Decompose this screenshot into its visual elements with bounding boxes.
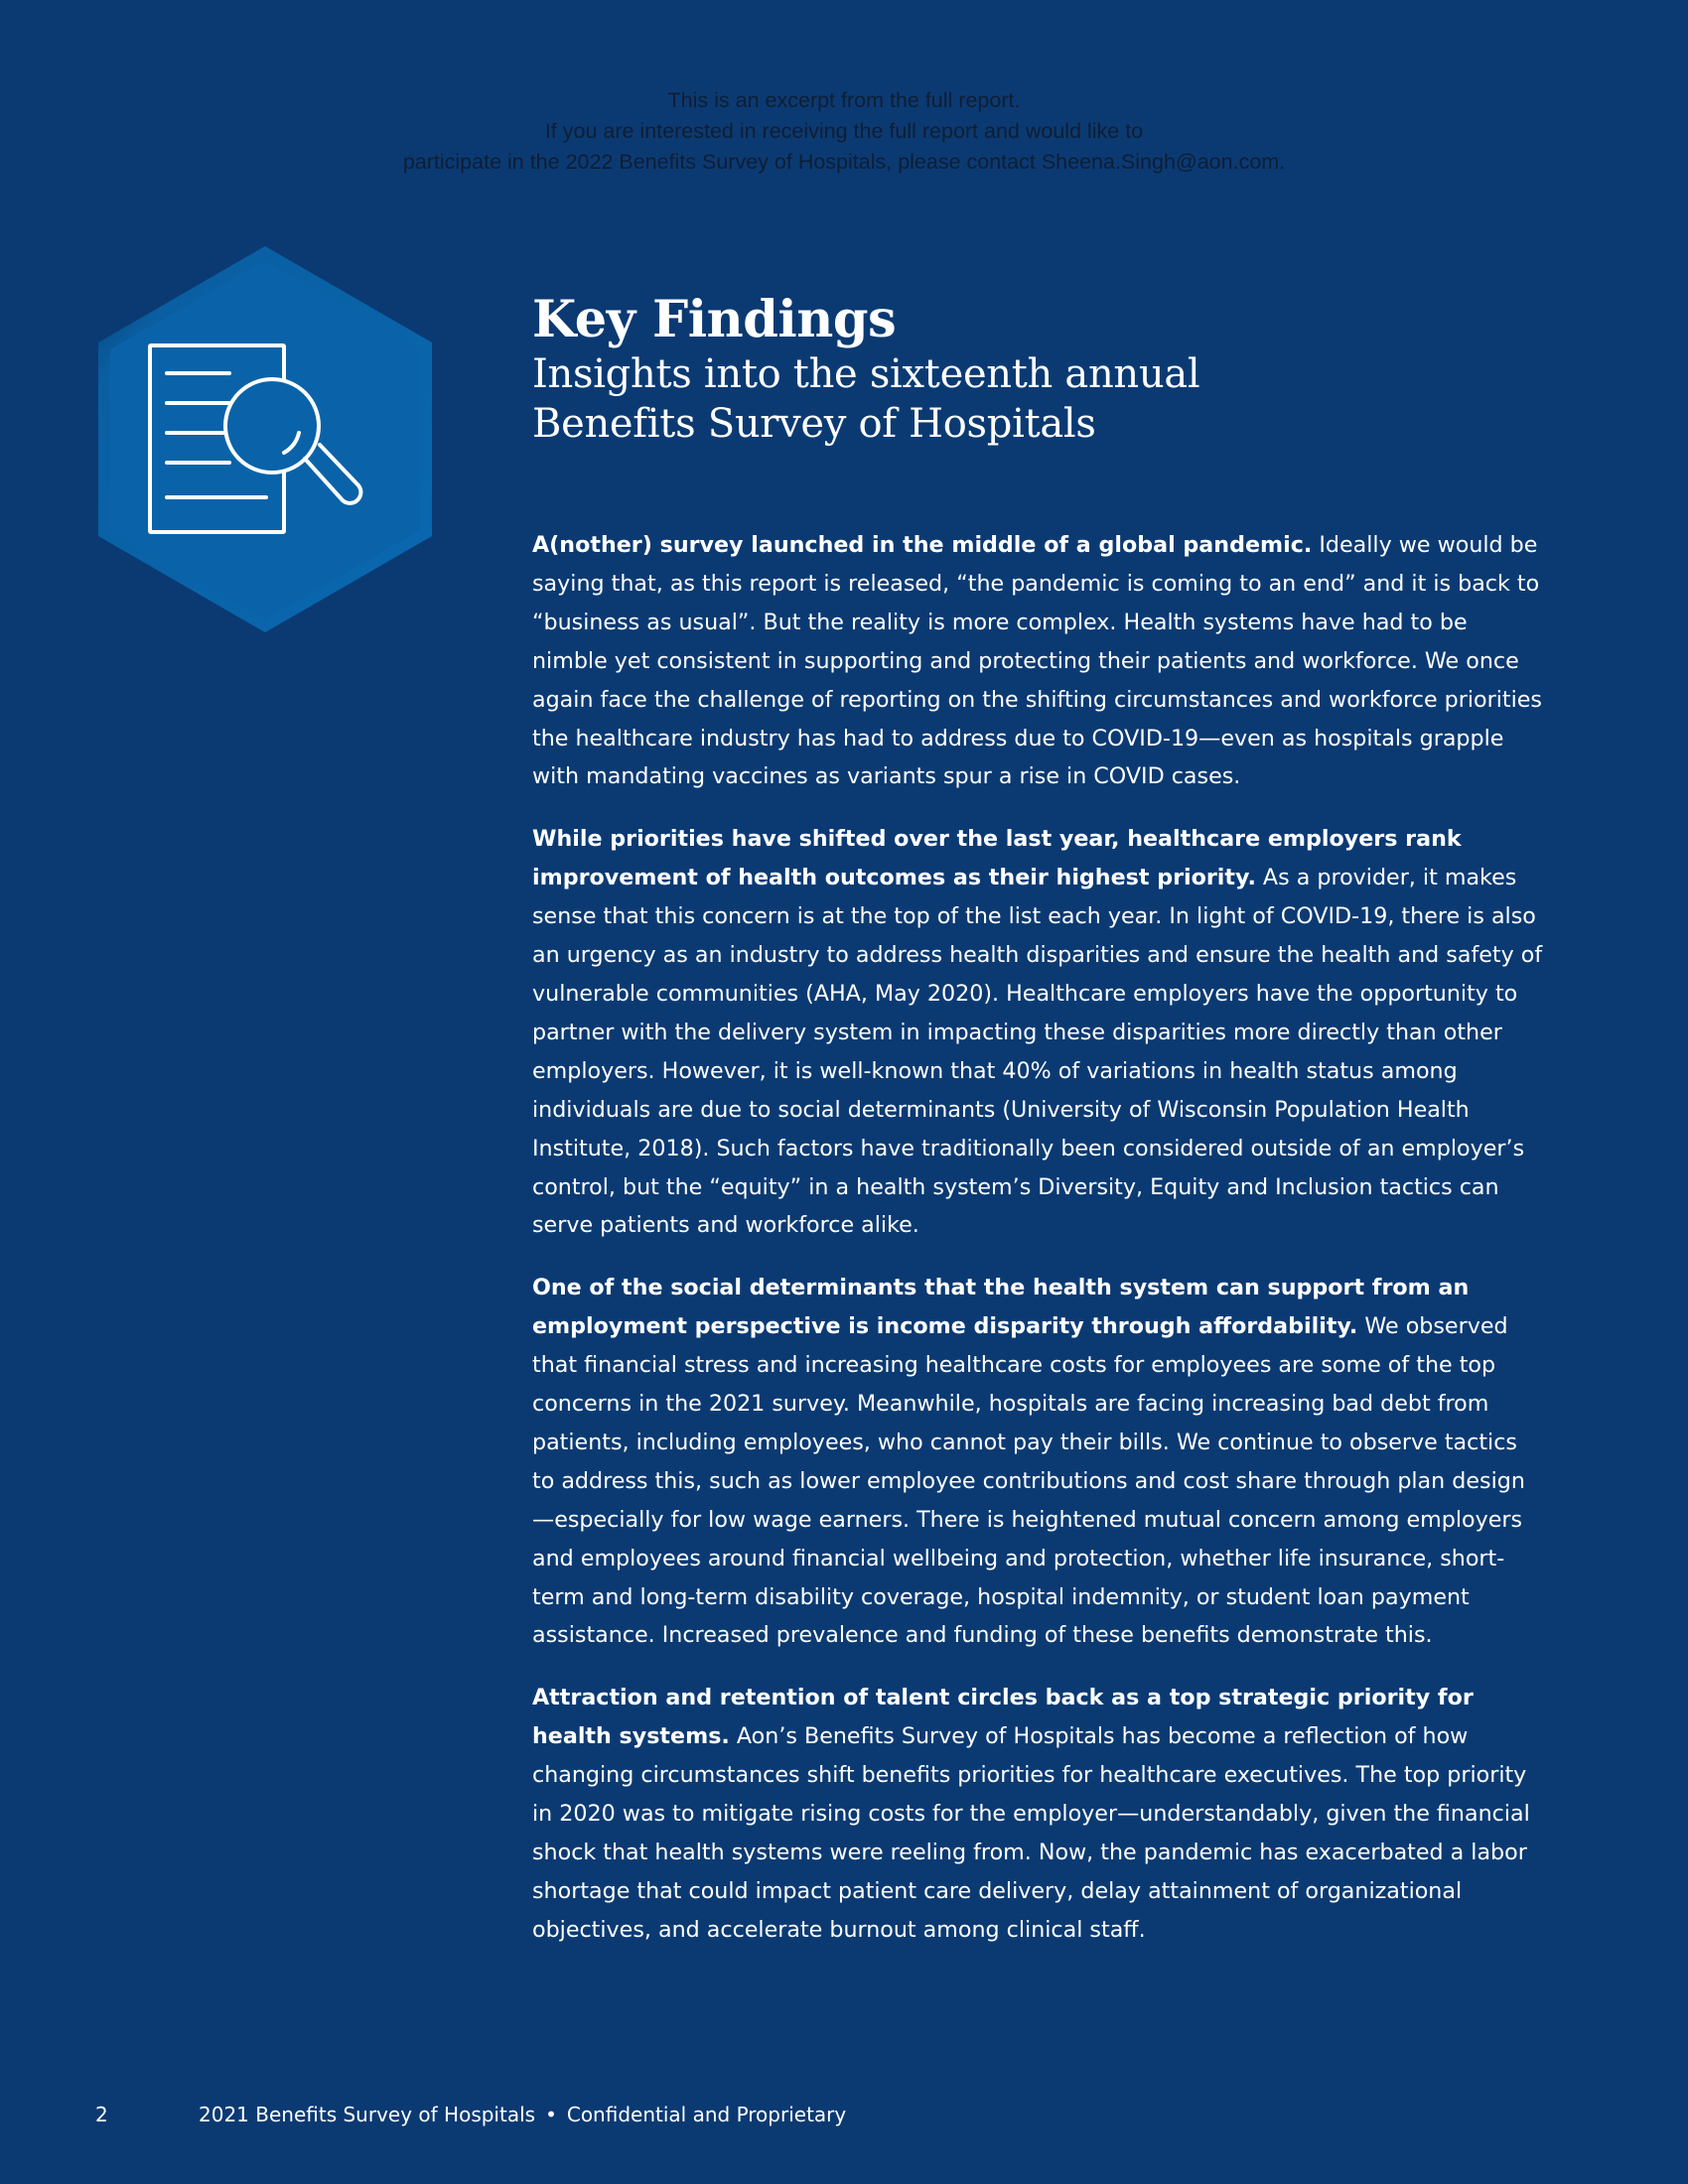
excerpt-notice-line-3: participate in the 2022 Benefits Survey of Hospitals, please contact Sheena.Singh@aon.com. — [402, 150, 1286, 174]
page-title: Key Findings — [532, 290, 897, 349]
excerpt-notice — [0, 85, 1688, 178]
paragraph-lead: One of the social determinants that the health system can support from an employment perspective is income disparity through affordability. — [532, 1275, 1470, 1340]
footer-separator: • — [545, 2103, 557, 2126]
hexagon-badge — [95, 244, 435, 635]
paragraph-lead: While priorities have shifted over the last year, healthcare employers rank improvement of health outcomes as their highest priority. — [532, 826, 1462, 891]
subtitle-line-2: Benefits Survey of Hospitals — [532, 401, 1096, 447]
footer-report-name: 2021 Benefits Survey of Hospitals — [199, 2103, 536, 2126]
paragraph-body: We observed that financial stress and increasing healthcare costs for employees are some of the top concerns in the 2021 survey. Meanwhile, hospitals are facing increasing bad debt from patients, including employees, who cannot pay their bills. We continue to observe tactics to address this, such as lower employee contributions and cost share through plan design—especially for low wage earners. There is heightened mutual concern among employers and employees around financial wellbeing and protection, whether life insurance, short-term and long-term disability coverage, hospital indemnity, or student loan payment assistance. Increased prevalence and funding of these benefits demonstrate this. — [532, 1313, 1525, 1649]
paragraph-health-outcomes — [532, 820, 1545, 1245]
paragraph-affordability — [532, 1269, 1545, 1655]
document-search-icon — [95, 244, 435, 635]
paragraph-body: Aon’s Benefits Survey of Hospitals has become a reflection of how changing circumstances shift benefits priorities for healthcare executives. The top priority in 2020 was to mitigate rising costs for the employer—understandably, given the financial shock that health systems were reeling from. Now, the pandemic has exacerbated a labor shortage that could impact patient care delivery, delay attainment of organizational objectives, and accelerate burnout among clinical staff. — [532, 1723, 1530, 1943]
body-text — [532, 526, 1545, 1974]
excerpt-notice-line-2: If you are interested in receiving the full report and would like to — [544, 119, 1144, 143]
paragraph-talent — [532, 1679, 1545, 1949]
page-number: 2 — [95, 2103, 108, 2126]
footer-classification: Confidential and Proprietary — [566, 2103, 847, 2126]
subtitle-line-1: Insights into the sixteenth annual — [532, 351, 1200, 397]
paragraph-pandemic — [532, 526, 1545, 796]
title-block — [532, 290, 1545, 449]
paragraph-lead: Attraction and retention of talent circles back as a top strategic priority for health systems. — [532, 1685, 1474, 1750]
paragraph-body: As a provider, it makes sense that this concern is at the top of the list each year. In light of COVID-19, there is also an urgency as an industry to address health disparities and ensure the health and safety of vulnerable communities (AHA, May 2020). Healthcare employers have the opportunity to partner with the delivery system in impacting these disparities more directly than other employers. However, it is well-known that 40% of variations in health status among individuals are due to social determinants (University of Wisconsin Population Health Institute, 2018). Such factors have traditionally been considered outside of an employer’s control, but the “equity” in a health system’s Diversity, Equity and Inclusion tactics can serve patients and workforce alike. — [532, 865, 1543, 1239]
page-footer — [95, 2101, 1485, 2128]
excerpt-notice-line-1: This is an excerpt from the full report. — [667, 88, 1021, 112]
paragraph-lead: A(nother) survey launched in the middle of a global pandemic. — [532, 532, 1313, 558]
page-subtitle — [532, 349, 1545, 449]
paragraph-body: Ideally we would be saying that, as this report is released, “the pandemic is coming to an end” and it is back to “business as usual”. But the reality is more complex. Health systems have had to be nimble yet consistent in supporting and protecting their patients and workforce. We once again face the challenge of reporting on the shifting circumstances and workforce priorities the healthcare industry has had to address due to COVID-19—even as hospitals grapple with mandating vaccines as variants spur a rise in COVID cases. — [532, 532, 1542, 790]
